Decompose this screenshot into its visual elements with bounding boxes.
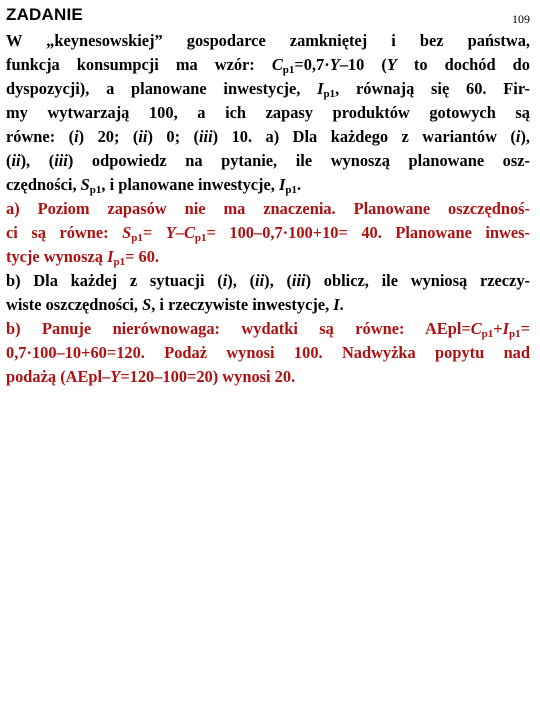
text-run: b) Dla każdej z sytuacji ( <box>6 271 223 290</box>
subscript: p1 <box>481 328 494 340</box>
italic-symbol: i <box>74 127 79 146</box>
text-run: ), ( <box>264 271 292 290</box>
subscript: p1 <box>131 232 143 244</box>
problem-line <box>6 174 530 196</box>
text-run: ci są równe: <box>6 223 123 242</box>
italic-symbol: ii <box>11 151 21 170</box>
text-run: wiste oszczędności, <box>6 295 143 314</box>
problem-line <box>6 30 530 52</box>
italic-symbol: ii <box>255 271 265 290</box>
text-run: ( <box>6 151 12 170</box>
text-run: podażą (AEpl– <box>6 367 111 386</box>
italic-symbol: C <box>271 55 283 74</box>
italic-symbol: Y <box>165 223 176 242</box>
question-b-line <box>6 294 530 316</box>
text-run: ), ( <box>20 151 55 170</box>
text-run: tycje wynoszą <box>6 247 108 266</box>
text-run: –10 ( <box>339 55 387 74</box>
problem-line <box>6 54 530 76</box>
text-run: my wytwarzają 100, a ich zapasy produktów gotowych są <box>6 103 530 122</box>
problem-line <box>6 126 530 148</box>
subscript: p1 <box>194 232 207 244</box>
answer-b-line <box>6 318 530 340</box>
problem-line <box>6 102 530 124</box>
text-run: =0,7· <box>294 55 330 74</box>
subscript: p1 <box>89 184 102 196</box>
text-run: ) oblicz, ile wyniosą rzeczy- <box>305 271 530 290</box>
text-run: W „keynesowskiej” gospodarce zamkniętej i bez państwa, <box>6 31 530 50</box>
italic-symbol: i <box>222 271 228 290</box>
italic-symbol: C <box>183 223 195 242</box>
answer-a-line <box>6 222 530 244</box>
text-run: . <box>339 295 344 314</box>
italic-symbol: I <box>333 295 340 314</box>
italic-symbol: I <box>107 247 114 266</box>
text-run: ) 10. a) Dla każdego z wariantów ( <box>212 127 516 146</box>
exercise-heading: ZADANIE <box>6 5 83 24</box>
italic-symbol: iii <box>54 151 68 170</box>
italic-symbol: iii <box>291 271 306 290</box>
text-run: + <box>493 319 503 338</box>
subscript: p1 <box>323 88 336 100</box>
text-run: ) 20; ( <box>78 127 139 146</box>
italic-symbol: S <box>122 223 132 242</box>
text-run: = 60. <box>125 247 160 266</box>
italic-symbol: Y <box>329 55 340 74</box>
italic-symbol: Y <box>110 367 121 386</box>
answer-a-line <box>6 246 530 268</box>
text-run: = <box>520 319 530 338</box>
italic-symbol: Y <box>386 55 397 74</box>
subscript: p1 <box>113 256 126 268</box>
text-run: ), <box>520 127 530 146</box>
text-run: ) 0; ( <box>147 127 199 146</box>
answer-b-line <box>6 366 530 388</box>
subscript: p1 <box>282 64 295 76</box>
answer-a-line <box>6 198 530 220</box>
text-run: to dochód do <box>396 55 530 74</box>
text-run: b) Panuje nierównowaga: wydatki są równe: AEpl= <box>6 319 471 338</box>
question-b-line <box>6 270 530 292</box>
italic-symbol: C <box>470 319 482 338</box>
text-run: =120–100=20) wynosi 20. <box>120 367 296 386</box>
text-run: a) Poziom zapasów nie ma znaczenia. Planowane oszczędnoś- <box>6 199 530 218</box>
text-run: ), ( <box>227 271 256 290</box>
text-run: dyspozycji), a planowane inwestycje, <box>6 79 318 98</box>
text-run: funkcja konsumpcji ma wzór: <box>6 55 272 74</box>
text-run: , i planowane inwestycje, <box>101 175 279 194</box>
italic-symbol: ii <box>138 127 148 146</box>
text-run: = <box>142 223 166 242</box>
text-run: czędności, <box>6 175 81 194</box>
text-run: ) odpowiedz na pytanie, ile wynoszą planowane osz- <box>67 151 530 170</box>
answer-b-line <box>6 342 530 364</box>
italic-symbol: i <box>515 127 521 146</box>
text-run: 0,7·100–10+60=120. Podaż wynosi 100. Nadwyżka popytu nad <box>6 343 530 362</box>
italic-symbol: S <box>142 295 152 314</box>
page-number: 109 <box>512 12 530 26</box>
text-run: , równają się 60. Fir- <box>335 79 530 98</box>
italic-symbol: I <box>278 175 286 194</box>
problem-line <box>6 78 530 100</box>
subscript: p1 <box>509 328 521 340</box>
problem-line <box>6 150 530 172</box>
text-run: równe: ( <box>6 127 75 146</box>
subscript: p1 <box>285 184 297 196</box>
italic-symbol: S <box>80 175 90 194</box>
italic-symbol: iii <box>198 127 213 146</box>
italic-symbol: I <box>317 79 324 98</box>
text-run: , i rzeczywiste inwestycje, <box>151 295 334 314</box>
text-run: = 100–0,7·100+10= 40. Planowane inwes- <box>206 223 530 242</box>
text-run: – <box>175 223 184 242</box>
italic-symbol: I <box>502 319 510 338</box>
text-run: . <box>296 175 302 194</box>
